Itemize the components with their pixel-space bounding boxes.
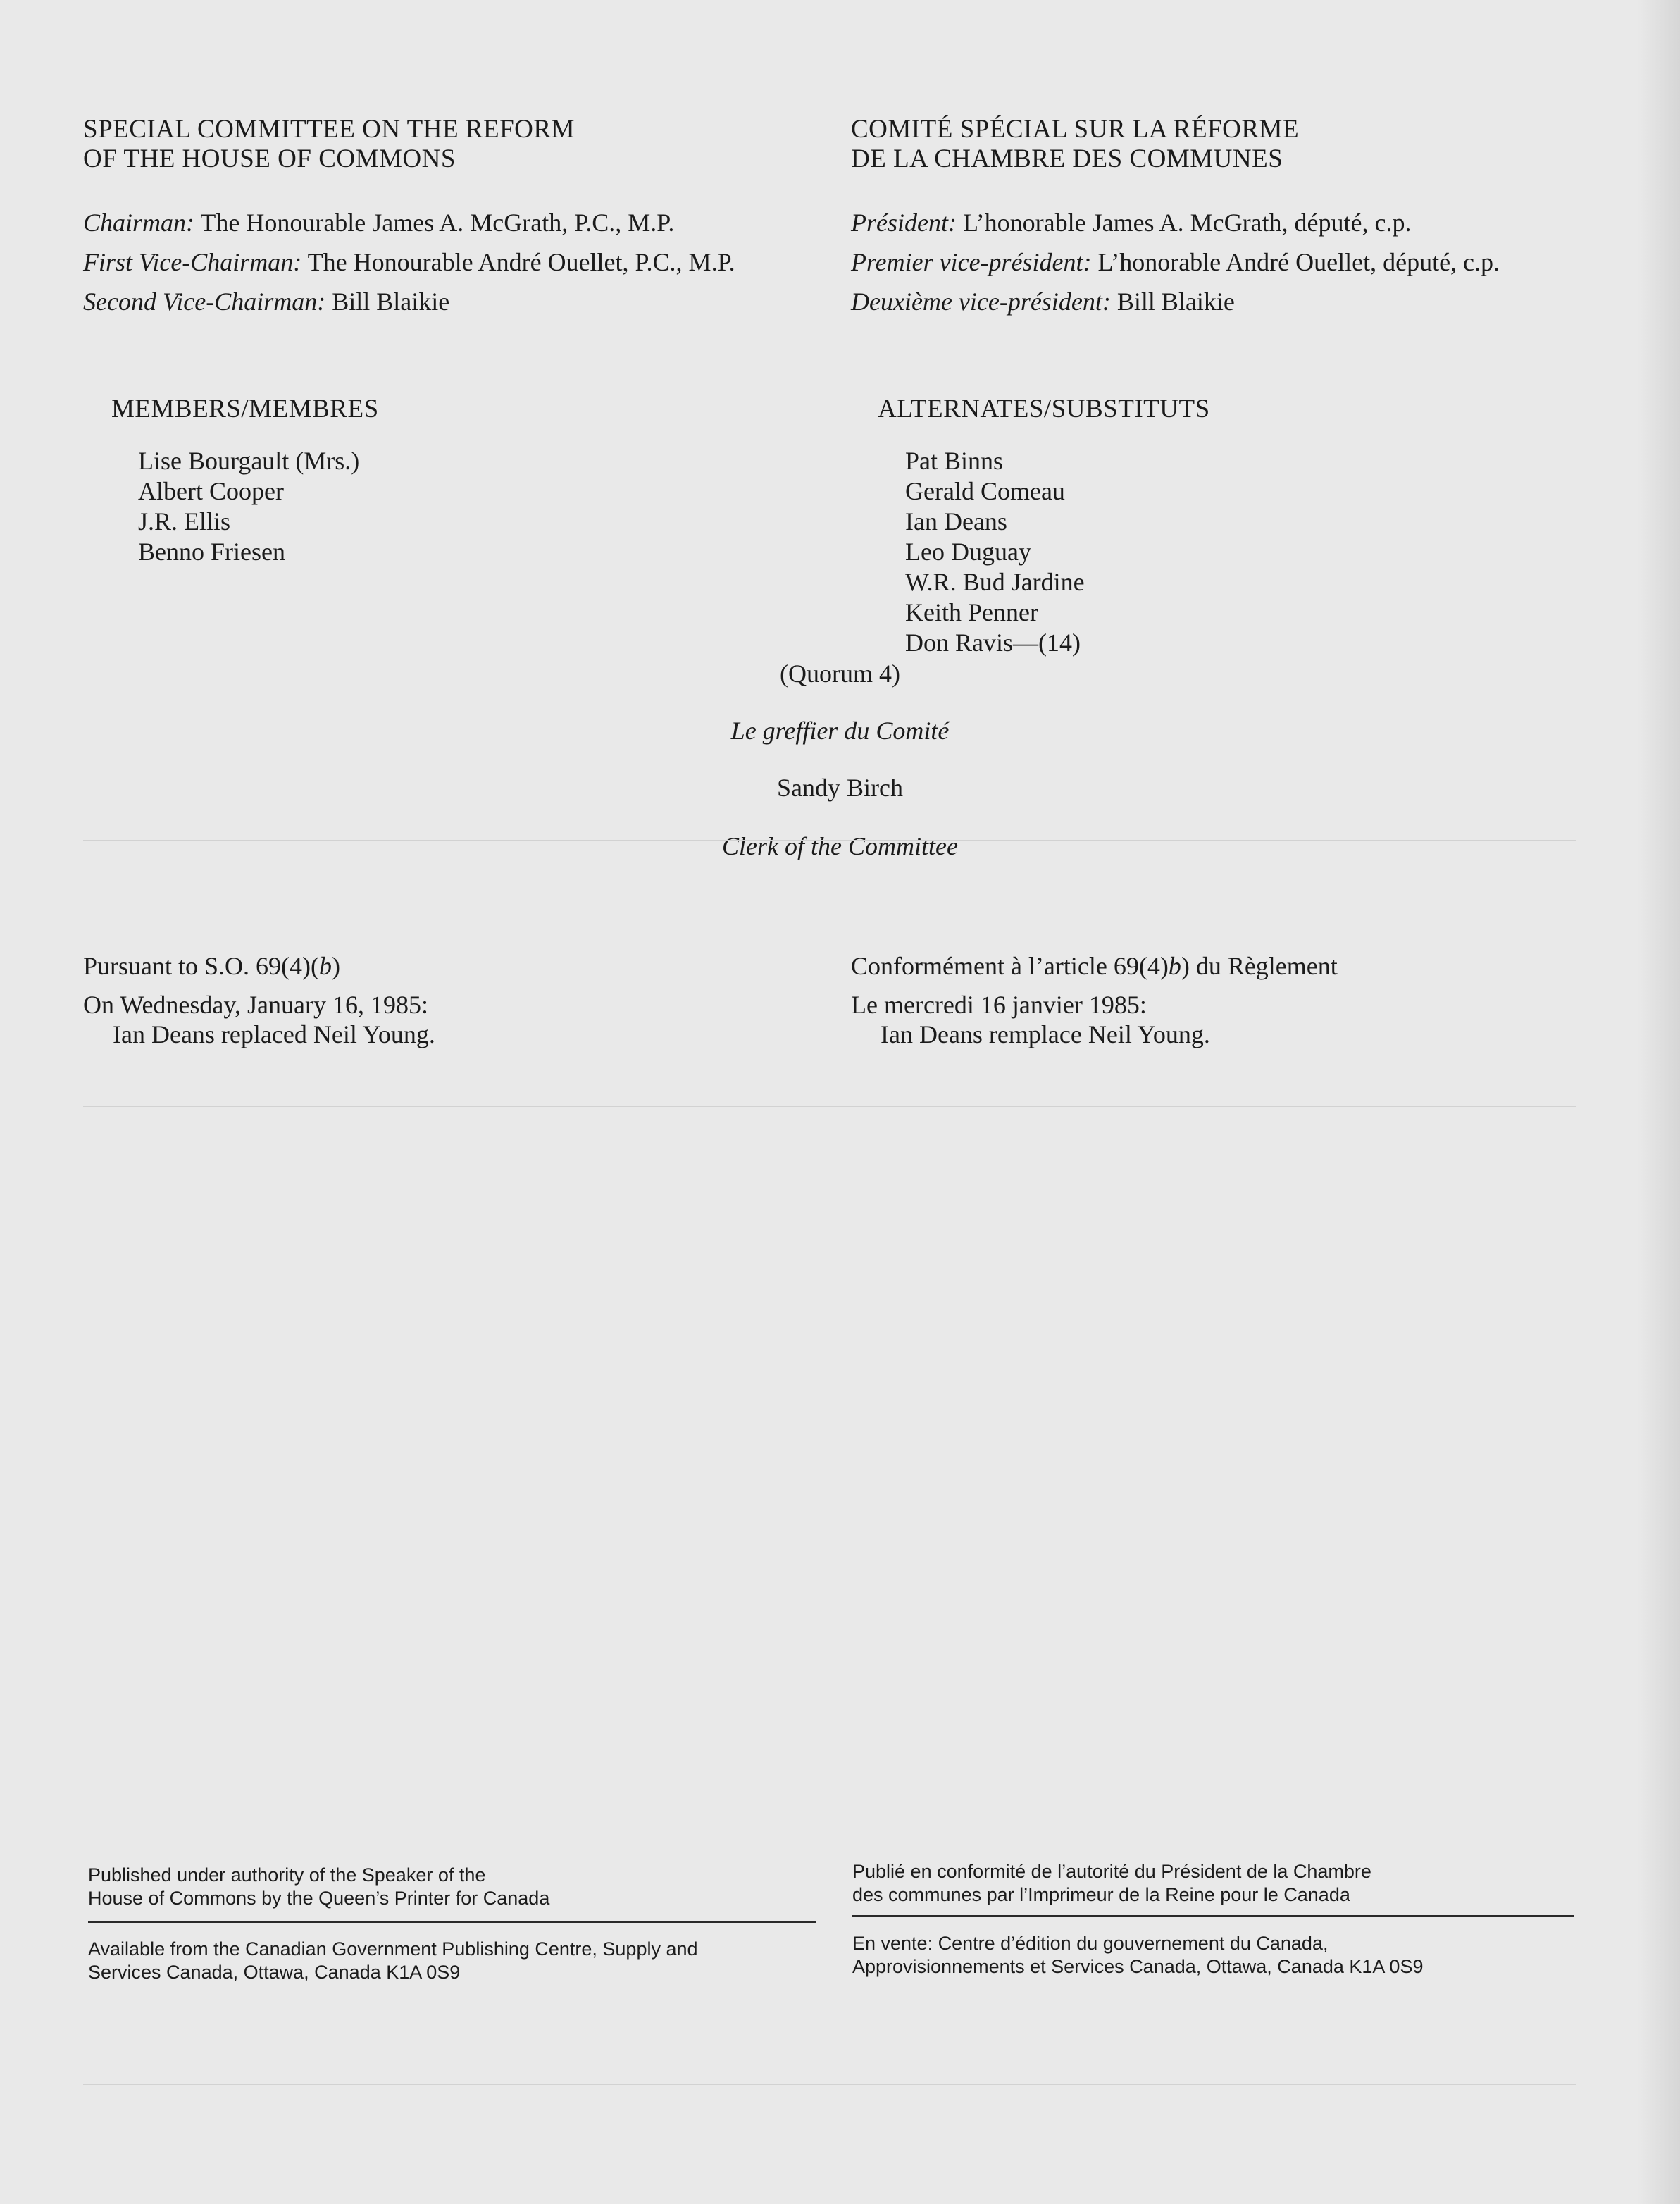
page-edge-shadow	[1638, 0, 1680, 2204]
left-pursuant-italic: b	[319, 952, 332, 980]
left-published-block	[88, 1864, 821, 1910]
alternate-item: Keith Penner	[905, 598, 1038, 626]
member-item: Benno Friesen	[138, 538, 285, 566]
alternates-heading: ALTERNATES/SUBSTITUTS	[878, 395, 1210, 423]
right-second-vice	[851, 287, 1576, 316]
right-pursuant-italic: b	[1168, 952, 1181, 980]
alternate-item: Don Ravis—(14)	[905, 629, 1081, 657]
right-first-vice-label: Premier vice-président:	[851, 248, 1092, 276]
left-pursuant-end: )	[332, 952, 340, 980]
right-heading-line1: COMITÉ SPÉCIAL SUR LA RÉFORME	[851, 115, 1300, 144]
alternate-item: W.R. Bud Jardine	[905, 568, 1085, 596]
right-available-line: En vente: Centre d’édition du gouvernement du Canada,	[852, 1933, 1329, 1954]
member-item: Lise Bourgault (Mrs.)	[138, 447, 360, 475]
clerk-title-fr: Le greffier du Comité	[730, 717, 950, 745]
right-second-vice-label: Deuxième vice-président:	[851, 287, 1111, 316]
left-chair-label: Chairman:	[83, 209, 195, 237]
left-pursuant	[83, 951, 816, 981]
clerk-title-en: Clerk of the Committee	[722, 832, 958, 860]
alternates-list	[905, 446, 1085, 658]
right-replacement: Ian Deans remplace Neil Young.	[881, 1020, 1210, 1048]
members-heading: MEMBERS/MEMBRES	[111, 395, 379, 423]
left-replacement: Ian Deans replaced Neil Young.	[113, 1020, 435, 1048]
alternate-item: Gerald Comeau	[905, 477, 1065, 505]
left-first-vice-label: First Vice-Chairman:	[83, 248, 302, 276]
left-first-vice-name: The Honourable André Ouellet, P.C., M.P.	[307, 248, 735, 276]
clerk-name: Sandy Birch	[777, 774, 903, 802]
right-pursuant	[851, 951, 1576, 981]
alternate-item: Pat Binns	[905, 447, 1004, 475]
left-available-line: Services Canada, Ottawa, Canada K1A 0S9	[88, 1962, 461, 1983]
right-order-block	[851, 951, 1576, 1049]
right-second-vice-name: Bill Blaikie	[1116, 287, 1235, 316]
left-second-vice-name: Bill Blaikie	[332, 287, 450, 316]
left-published-line: Published under authority of the Speaker of the	[88, 1864, 486, 1886]
left-available-block	[88, 1938, 821, 1984]
right-footer-rule	[852, 1915, 1574, 1917]
right-first-vice	[851, 248, 1576, 277]
left-footer-rule	[88, 1921, 816, 1923]
left-chairman	[83, 209, 816, 237]
right-chairman	[851, 209, 1576, 237]
faint-divider	[83, 2084, 1576, 2085]
left-second-vice-label: Second Vice-Chairman:	[83, 287, 326, 316]
left-committee-block	[83, 115, 816, 174]
right-officers	[851, 209, 1576, 316]
members-list	[138, 446, 359, 567]
right-published-line: Publié en conformité de l’autorité du Président de la Chambre	[852, 1861, 1371, 1882]
left-published-line: House of Commons by the Queen’s Printer for Canada	[88, 1888, 550, 1909]
quorum: (Quorum 4)	[780, 660, 900, 688]
right-available-line: Approvisionnements et Services Canada, Ottawa, Canada K1A 0S9	[852, 1956, 1424, 1977]
member-item: Albert Cooper	[138, 477, 284, 505]
left-date-line: On Wednesday, January 16, 1985:	[83, 991, 429, 1019]
left-order-block	[83, 951, 816, 1049]
right-first-vice-name: L’honorable André Ouellet, député, c.p.	[1097, 248, 1500, 276]
members-section	[111, 395, 379, 424]
right-heading-line2: DE LA CHAMBRE DES COMMUNES	[851, 144, 1283, 173]
right-date-line: Le mercredi 16 janvier 1985:	[851, 991, 1147, 1019]
left-pursuant-text: Pursuant to S.O. 69(4)(	[83, 952, 319, 980]
right-published-block	[852, 1860, 1578, 1907]
right-pursuant-text: Conformément à l’article 69(4)	[851, 952, 1169, 980]
member-item: J.R. Ellis	[138, 507, 231, 535]
alternate-item: Leo Duguay	[905, 538, 1031, 566]
right-available-block	[852, 1932, 1578, 1979]
left-second-vice	[83, 287, 816, 316]
left-available-line: Available from the Canadian Government Publishing Centre, Supply and	[88, 1938, 698, 1960]
left-officers	[83, 209, 816, 316]
left-heading-line2: OF THE HOUSE OF COMMONS	[83, 144, 456, 173]
alternate-item: Ian Deans	[905, 507, 1007, 535]
right-committee-block	[851, 115, 1576, 174]
faint-divider	[83, 840, 1576, 841]
left-chair-name: The Honourable James A. McGrath, P.C., M.P.	[200, 209, 675, 237]
right-pursuant-end: ) du Règlement	[1181, 952, 1338, 980]
alternates-section	[878, 395, 1210, 424]
left-heading-line1: SPECIAL COMMITTEE ON THE REFORM	[83, 115, 575, 144]
left-first-vice	[83, 248, 816, 277]
right-chair-name: L’honorable James A. McGrath, député, c.p.	[962, 209, 1412, 237]
faint-divider	[83, 1106, 1576, 1107]
right-chair-label: Président:	[851, 209, 957, 237]
right-published-line: des communes par l’Imprimeur de la Reine pour le Canada	[852, 1884, 1350, 1905]
